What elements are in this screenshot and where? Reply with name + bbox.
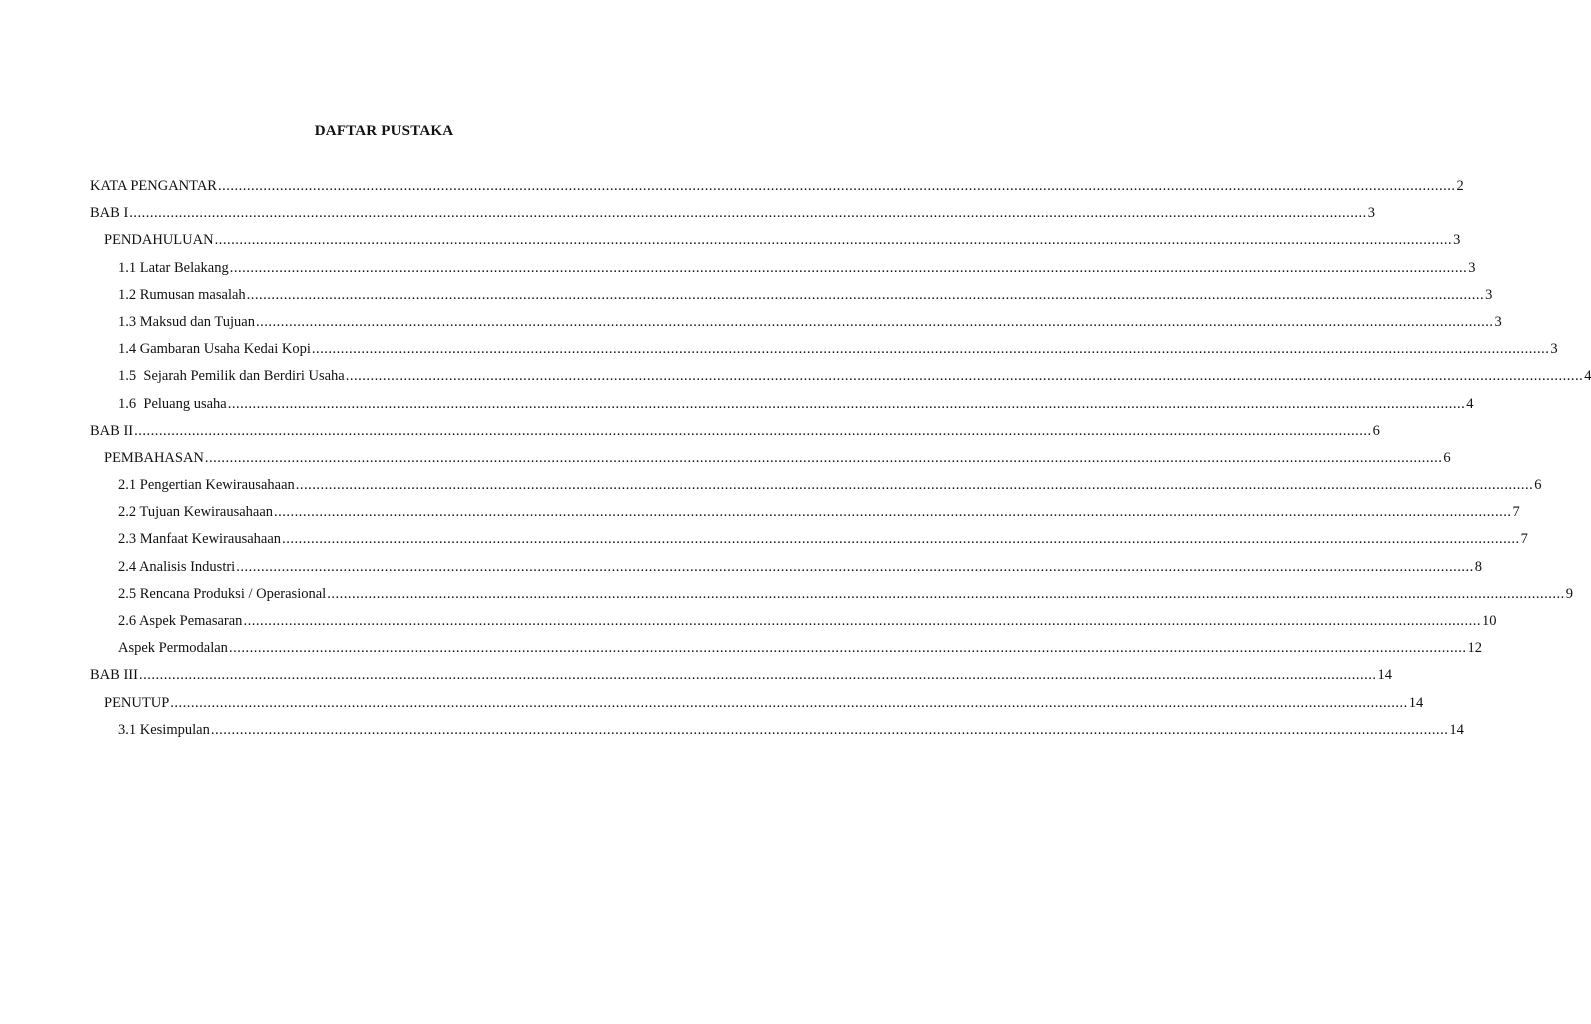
dot-leader: ............................................................................................................................................................................................................................................................................................................ bbox=[214, 232, 1453, 249]
dot-leader: ............................................................................................................................................................................................................................................................................................................ bbox=[255, 313, 1494, 330]
toc-entry bbox=[90, 445, 1451, 472]
dot-leader: ............................................................................................................................................................................................................................................................................................................ bbox=[170, 694, 1408, 711]
toc-entry-label: 1.2 Rumusan masalah bbox=[118, 286, 246, 303]
dot-leader: ............................................................................................................................................................................................................................................................................................................ bbox=[282, 531, 1520, 548]
toc-entry-label: 1.5 Sejarah Pemilik dan Berdiri Usaha bbox=[118, 368, 345, 385]
table-of-contents bbox=[90, 173, 1591, 744]
toc-entry-page-number: 6 bbox=[1443, 449, 1451, 466]
toc-entry-page-number: 7 bbox=[1512, 504, 1520, 521]
toc-entry-label: BAB III bbox=[90, 667, 138, 684]
toc-entry-page-number: 4 bbox=[1584, 368, 1591, 385]
toc-entry-label: Aspek Permodalan bbox=[118, 640, 228, 657]
toc-entry-page-number: 14 bbox=[1377, 667, 1392, 684]
toc-entry-page-number: 12 bbox=[1467, 640, 1482, 657]
toc-entry-page-number: 3 bbox=[1494, 313, 1502, 330]
toc-entry-label: 1.3 Maksud dan Tujuan bbox=[118, 313, 255, 330]
toc-entry-page-number: 3 bbox=[1468, 259, 1476, 276]
toc-entry-label: 2.5 Rencana Produksi / Operasional bbox=[118, 585, 327, 602]
toc-entry bbox=[90, 472, 1542, 499]
dot-leader: ............................................................................................................................................................................................................................................................................................................ bbox=[217, 178, 1456, 194]
dot-leader: ............................................................................................................................................................................................................................................................................................................ bbox=[311, 341, 1550, 358]
toc-entry bbox=[90, 391, 1474, 418]
dot-leader: ............................................................................................................................................................................................................................................................................................................ bbox=[243, 613, 1481, 629]
toc-entry bbox=[90, 255, 1476, 282]
toc-entry bbox=[90, 173, 1464, 200]
dot-leader: ............................................................................................................................................................................................................................................................................................................ bbox=[327, 585, 1565, 602]
toc-entry-label: 1.4 Gambaran Usaha Kedai Kopi bbox=[118, 341, 311, 358]
toc-entry bbox=[90, 635, 1482, 662]
toc-entry-page-number: 3 bbox=[1485, 286, 1493, 303]
toc-entry-page-number: 3 bbox=[1550, 341, 1558, 358]
toc-entry-label: BAB I bbox=[90, 205, 129, 222]
toc-entry-label: PENUTUP bbox=[104, 694, 170, 711]
dot-leader: ............................................................................................................................................................................................................................................................................................................ bbox=[295, 477, 1534, 494]
toc-entry bbox=[90, 227, 1461, 254]
toc-entry-label: 1.1 Latar Belakang bbox=[118, 259, 229, 276]
document-title: DAFTAR PUSTAKA bbox=[314, 123, 454, 139]
toc-entry-label: 1.6 Peluang usaha bbox=[118, 395, 227, 412]
toc-entry bbox=[90, 336, 1558, 363]
toc-entry-page-number: 3 bbox=[1453, 232, 1461, 249]
toc-entry-page-number: 14 bbox=[1449, 721, 1464, 738]
toc-entry bbox=[90, 581, 1573, 608]
toc-entry bbox=[90, 282, 1493, 309]
dot-leader: ............................................................................................................................................................................................................................................................................................................ bbox=[236, 558, 1474, 575]
dot-leader: ............................................................................................................................................................................................................................................................................................................ bbox=[210, 721, 1449, 738]
toc-entry-page-number: 4 bbox=[1466, 395, 1474, 412]
toc-entry-label: KATA PENGANTAR bbox=[90, 178, 217, 194]
toc-entry bbox=[90, 499, 1520, 526]
dot-leader: ............................................................................................................................................................................................................................................................................................................ bbox=[345, 368, 1584, 385]
dot-leader: ............................................................................................................................................................................................................................................................................................................ bbox=[274, 504, 1512, 521]
dot-leader: ............................................................................................................................................................................................................................................................................................................ bbox=[229, 259, 1468, 276]
dot-leader: ............................................................................................................................................................................................................................................................................................................ bbox=[246, 286, 1485, 303]
toc-entry bbox=[90, 309, 1502, 336]
toc-entry-label: PEMBAHASAN bbox=[104, 449, 204, 466]
toc-entry-label: 2.3 Manfaat Kewirausahaan bbox=[118, 531, 282, 548]
toc-entry-page-number: 10 bbox=[1481, 613, 1497, 629]
toc-entry-page-number: 6 bbox=[1534, 477, 1542, 494]
dot-leader: ............................................................................................................................................................................................................................................................................................................ bbox=[134, 422, 1372, 439]
toc-entry bbox=[90, 418, 1380, 445]
toc-entry bbox=[90, 526, 1528, 553]
toc-entry-page-number: 9 bbox=[1565, 585, 1573, 602]
toc-entry bbox=[90, 363, 1591, 390]
toc-entry bbox=[90, 662, 1392, 689]
toc-entry-label: 2.4 Analisis Industri bbox=[118, 558, 236, 575]
toc-entry-page-number: 8 bbox=[1474, 558, 1482, 575]
dot-leader: ............................................................................................................................................................................................................................................................................................................ bbox=[129, 205, 1367, 222]
toc-entry-label: PENDAHULUAN bbox=[104, 232, 214, 249]
toc-entry-page-number: 3 bbox=[1367, 205, 1376, 222]
toc-entry-label: 2.6 Aspek Pemasaran bbox=[118, 613, 243, 629]
dot-leader: ............................................................................................................................................................................................................................................................................................................ bbox=[138, 667, 1377, 684]
toc-entry bbox=[90, 690, 1424, 717]
dot-leader: ............................................................................................................................................................................................................................................................................................................ bbox=[204, 449, 1443, 466]
dot-leader: ............................................................................................................................................................................................................................................................................................................ bbox=[228, 640, 1467, 657]
toc-entry-label: 2.1 Pengertian Kewirausahaan bbox=[118, 477, 295, 494]
toc-entry bbox=[90, 554, 1482, 581]
dot-leader: ............................................................................................................................................................................................................................................................................................................ bbox=[227, 395, 1466, 412]
toc-entry-page-number: 7 bbox=[1520, 531, 1528, 548]
toc-entry-label: BAB II bbox=[90, 422, 134, 439]
toc-entry bbox=[90, 200, 1376, 227]
toc-entry-page-number: 6 bbox=[1372, 422, 1380, 439]
toc-entry-page-number: 2 bbox=[1456, 178, 1464, 194]
toc-entry-label: 2.2 Tujuan Kewirausahaan bbox=[118, 504, 274, 521]
toc-entry bbox=[90, 717, 1464, 744]
toc-entry bbox=[90, 608, 1497, 635]
toc-entry-page-number: 14 bbox=[1408, 694, 1424, 711]
toc-entry-label: 3.1 Kesimpulan bbox=[118, 721, 210, 738]
